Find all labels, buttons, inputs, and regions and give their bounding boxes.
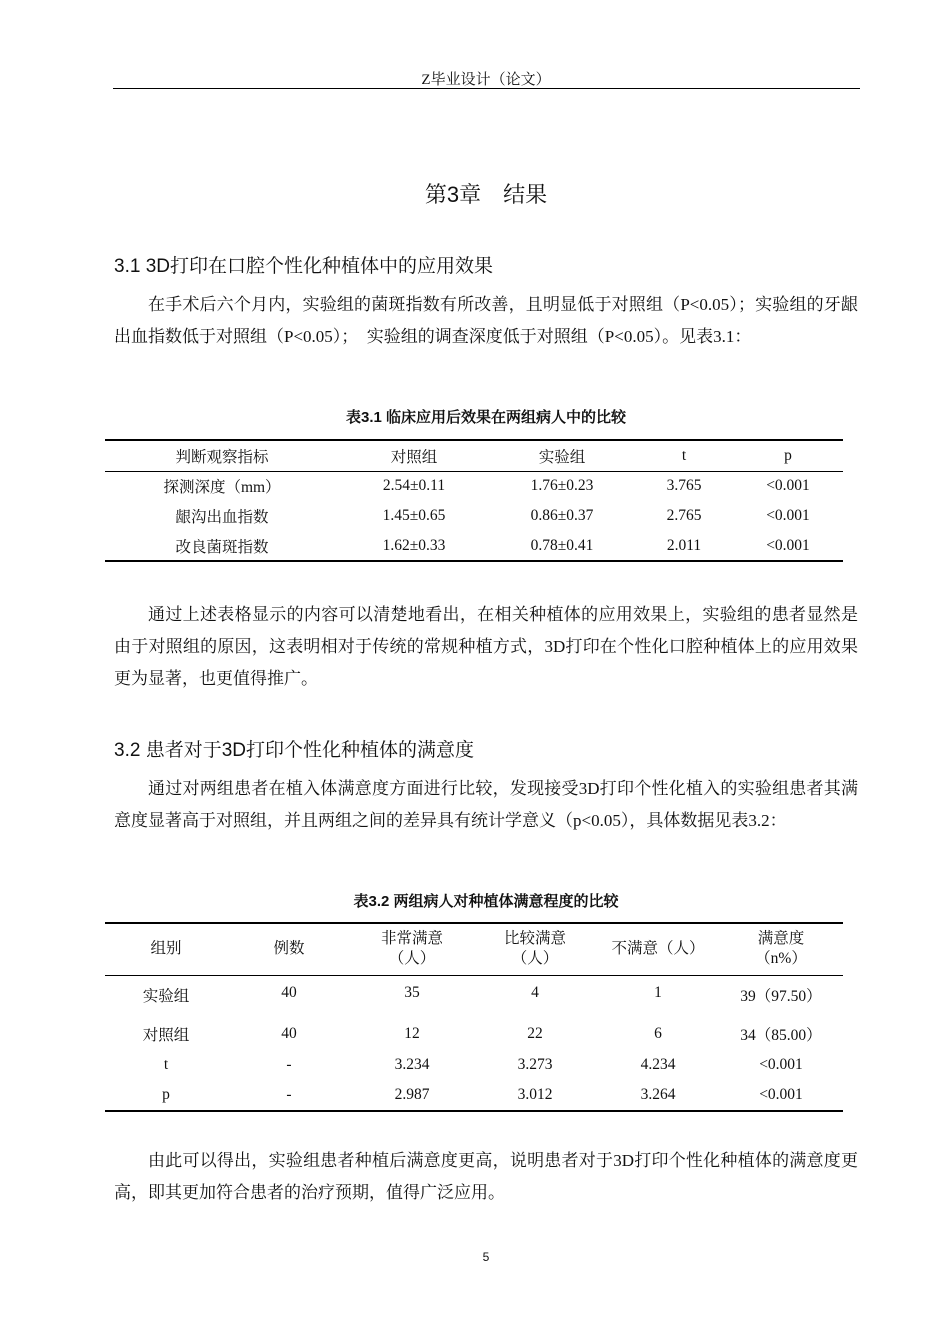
table-header-row [105, 440, 843, 471]
table-row [105, 501, 843, 531]
section-heading-3-2: 3.2 患者对于3D打印个性化种植体的满意度 [114, 740, 474, 761]
chapter-title: 第3章 结果 [424, 182, 548, 207]
table-cell: 1.45±0.65 [382, 507, 446, 524]
table-cell: 2.54±0.11 [382, 477, 446, 495]
section-heading-3-1: 3.1 3D打印在口腔个性化种植体中的应用效果 [114, 256, 493, 277]
paragraph: 由此可以得出，实验组患者种植后满意度更高，说明患者对于3D打印个性化种植体的满意度更高，即其更加符合患者的治疗预期，值得广泛应用。 [114, 1151, 858, 1202]
column-header: 例数 [273, 940, 305, 958]
table-row [105, 1050, 843, 1081]
table-cell: 2.987 [394, 1085, 430, 1103]
table-caption: 表3.2 两组病人对种植体满意程度的比较 [353, 893, 619, 910]
column-header: 对照组 [390, 448, 438, 466]
table-row [105, 1080, 843, 1111]
table-cell: 3.765 [666, 477, 702, 495]
table-cell: 22 [527, 1025, 543, 1043]
table-cell: 0.78±0.41 [530, 536, 594, 554]
table-cell: 1.62±0.33 [382, 536, 446, 554]
column-header: t [681, 446, 687, 464]
column-header: 判断观察指标 [175, 448, 269, 466]
table-cell: 3.273 [517, 1055, 553, 1073]
table-cell: 1 [654, 983, 662, 1001]
table-cell: 3.264 [640, 1085, 676, 1103]
table-cell: 2.011 [666, 536, 702, 554]
table-cell: 6 [654, 1025, 662, 1043]
table-3-1 [105, 439, 843, 562]
table-cell: 探测深度（mm） [163, 479, 281, 497]
table-cell: 40 [281, 1025, 297, 1043]
table-cell: 3.012 [517, 1085, 553, 1103]
table-cell: 34（85.00） [740, 1027, 822, 1045]
table-cell: <0.001 [766, 477, 810, 495]
paragraph: 在手术后六个月内，实验组的菌斑指数有所改善，且明显低于对照组（P<0.05）；实验组的牙龈出血指数低于对照组（P<0.05）； 实验组的调查深度低于对照组（P<0.05）。见表3.1： [114, 295, 858, 346]
table-caption: 表3.1 临床应用后效果在两组病人中的比较 [345, 409, 627, 426]
table-cell: t [163, 1055, 169, 1073]
table-cell: 39（97.50） [740, 987, 822, 1005]
table-cell: 35 [404, 983, 420, 1001]
table-cell: 40 [281, 983, 297, 1001]
table-cell: - [286, 1055, 292, 1073]
column-header: 非常满意 （人） [380, 930, 443, 968]
column-header: 实验组 [538, 448, 586, 466]
running-header: Z毕业设计（论文） [421, 72, 551, 88]
table-3-2 [105, 922, 843, 1112]
column-header: 不满意（人） [611, 940, 705, 958]
header-rule [113, 88, 860, 89]
table-cell: <0.001 [759, 1055, 803, 1073]
table-cell: 对照组 [142, 1027, 190, 1045]
table-cell: <0.001 [766, 507, 810, 524]
table-cell: 12 [404, 1025, 420, 1043]
table-cell: <0.001 [759, 1085, 803, 1103]
paragraph: 通过对两组患者在植入体满意度方面进行比较，发现接受3D打印个性化植入的实验组患者其满意度显著高于对照组，并且两组之间的差异具有统计学意义（p<0.05），具体数据见表3.2： [114, 779, 858, 830]
table-cell: 3.234 [394, 1055, 430, 1073]
table-cell: 4.234 [640, 1055, 676, 1073]
table-cell: 4 [531, 983, 539, 1001]
column-header: 比较满意 （人） [503, 930, 566, 968]
table-cell: <0.001 [766, 536, 810, 554]
table-cell: 实验组 [142, 987, 190, 1005]
table-cell: 龈沟出血指数 [175, 509, 269, 526]
column-header: p [784, 446, 792, 464]
table-row [105, 975, 843, 1019]
table-header-row [105, 923, 843, 975]
table-row [105, 1019, 843, 1050]
table-cell: p [162, 1085, 170, 1103]
table-cell: 0.86±0.37 [530, 507, 594, 524]
table-row [105, 531, 843, 561]
table-cell: 1.76±0.23 [530, 477, 594, 495]
column-header: 组别 [150, 940, 182, 958]
page-number: 5 [482, 1250, 490, 1264]
paragraph: 通过上述表格显示的内容可以清楚地看出，在相关种植体的应用效果上，实验组的患者显然是由于对照组的原因，这表明相对于传统的常规种植方式，3D打印在个性化口腔种植体上的应用效果更为显著，也更值得推广。 [114, 605, 858, 688]
table-cell: 2.765 [666, 507, 702, 524]
table-cell: 改良菌斑指数 [175, 538, 269, 556]
table-row [105, 471, 843, 501]
table-cell: - [286, 1085, 292, 1103]
column-header: 满意度 （n%） [755, 930, 807, 968]
